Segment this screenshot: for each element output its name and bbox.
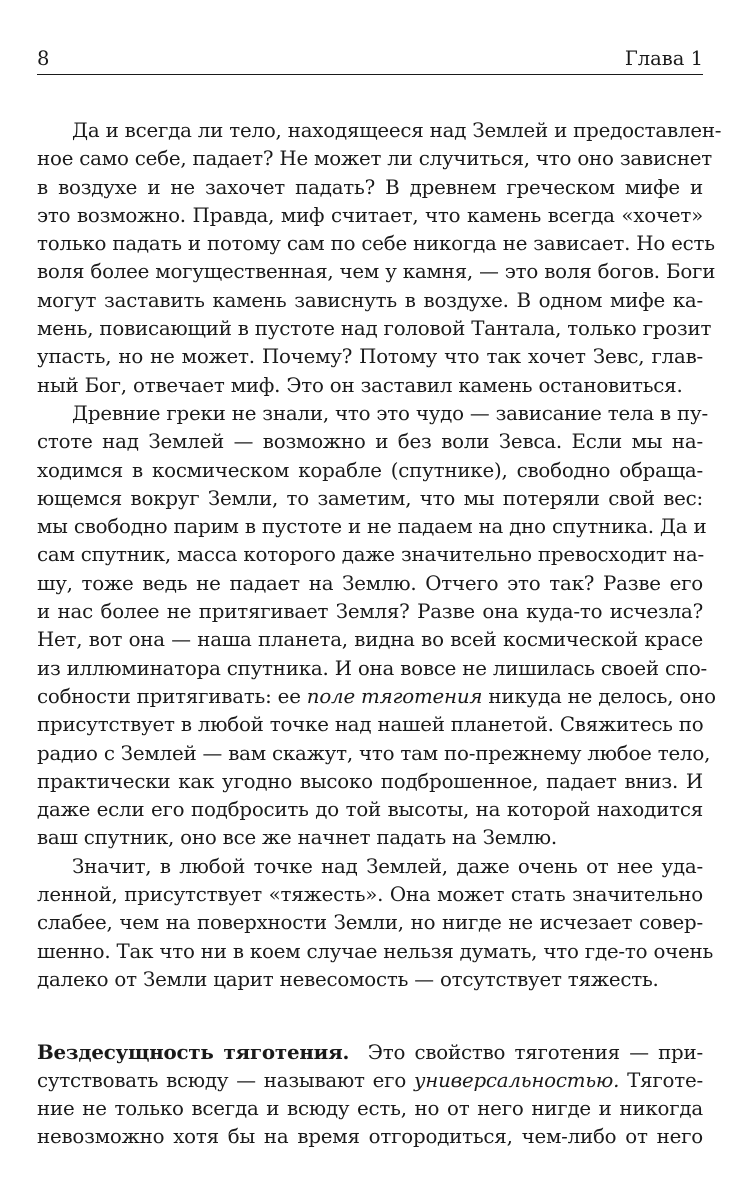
text-line: ленной, присутствует «тяжесть». Она может стать значительно [37, 883, 703, 907]
text-run: сутствовать всюду — называют его [37, 1068, 414, 1092]
text-line: практически как угодно высоко подброшенное, падает вниз. И [37, 769, 703, 793]
text-line: только падать и потому сам по себе никогда не зависает. Но есть [37, 232, 715, 256]
page-number: 8 [37, 47, 50, 70]
text-run: Это свойство тяготения — при- [349, 1041, 703, 1065]
text-line: слабее, чем на поверхности Земли, но нигде не исчезает совер- [37, 911, 703, 935]
text-line-with-italic [37, 1067, 703, 1095]
text-line: это возможно. Правда, миф считает, что камень всегда «хочет» [37, 203, 703, 227]
body-text [37, 117, 722, 1151]
text-line: ющемся вокруг Земли, то заметим, что мы потеряли свой вес: [37, 486, 703, 510]
text-run: собности притягивать: ее [37, 684, 307, 708]
text-line: и нас более не притягивает Земля? Разве она куда-то исчезла? [37, 600, 703, 624]
text-line: из иллюминатора спутника. И она вовсе не лишилась своей спо- [37, 656, 708, 680]
italic-term: универсальностью. [413, 1068, 620, 1092]
book-page [37, 0, 722, 1182]
text-line: присутствует в любой точке над нашей планетой. Свяжитесь по [37, 713, 704, 737]
text-line: ное само себе, падает? Не может ли случиться, что оно зависнет [37, 147, 713, 171]
text-line-with-heading [37, 1038, 703, 1066]
text-line: в воздухе и не захочет падать? В древнем греческом мифе и [37, 175, 703, 199]
text-line: ный Бог, отвечает миф. Это он заставил камень остановиться. [37, 373, 683, 397]
paragraph-3 [37, 853, 714, 994]
text-line: Да и всегда ли тело, находящееся над Землей и предоставлен- [72, 119, 722, 142]
italic-term: поле тяготения [306, 684, 483, 708]
text-line: сам спутник, масса которого даже значительно превосходит на- [37, 543, 704, 567]
text-line: стоте над Землей — возможно и без воли Зевса. Если мы на- [37, 430, 703, 454]
text-line: радио с Землей — вам скажут, что там по-прежнему любое тело, [37, 741, 711, 765]
text-run: Тяготе- [619, 1068, 703, 1092]
text-line: могут заставить камень зависнуть в воздухе. В одном мифе ка- [37, 288, 703, 312]
chapter-label: Глава 1 [624, 47, 703, 70]
running-header [37, 44, 703, 75]
text-run: никуда не делось, оно [482, 684, 716, 708]
text-line: шенно. Так что ни в коем случае нельзя думать, что где-то очень [37, 939, 714, 963]
text-line: упасть, но не может. Почему? Потому что так хочет Зевс, глав- [37, 345, 703, 369]
section-paragraph [37, 1038, 703, 1151]
text-line: воля более могущественная, чем у камня, — это воля богов. Боги [37, 260, 716, 284]
text-line: мы свободно парим в пустоте и не падаем на дно спутника. Да и [37, 515, 707, 539]
text-line: шу, тоже ведь не падает на Землю. Отчего это так? Разве его [37, 571, 703, 595]
text-line: Значит, в любой точке над Землей, даже очень от нее уда- [72, 854, 703, 878]
text-line: Нет, вот она — наша планета, видна во всей космической красе [37, 628, 703, 652]
text-line: ходимся в космическом корабле (спутнике), свободно обраща- [37, 458, 703, 482]
text-line: мень, повисающий в пустоте над головой Тантала, только грозит [37, 317, 712, 341]
text-line: даже если его подбросить до той высоты, на которой находится [37, 798, 703, 822]
text-line: невозможно хотя бы на время отгородиться, чем-либо от него [37, 1125, 703, 1149]
text-line: Древние греки не знали, что это чудо — зависание тела в пу- [72, 401, 708, 425]
paragraph-2 [37, 400, 716, 853]
text-line: ние не только всегда и всюду есть, но от него нигде и никогда [37, 1096, 703, 1120]
section-heading: Вездесущность тяготения. [37, 1040, 350, 1065]
paragraph-1 [37, 117, 722, 400]
text-line-with-italic [37, 683, 716, 711]
text-line: ваш спутник, оно все же начнет падать на Землю. [37, 826, 557, 850]
section-gap [37, 994, 703, 1038]
text-line: далеко от Земли царит невесомость — отсутствует тяжесть. [37, 967, 659, 991]
